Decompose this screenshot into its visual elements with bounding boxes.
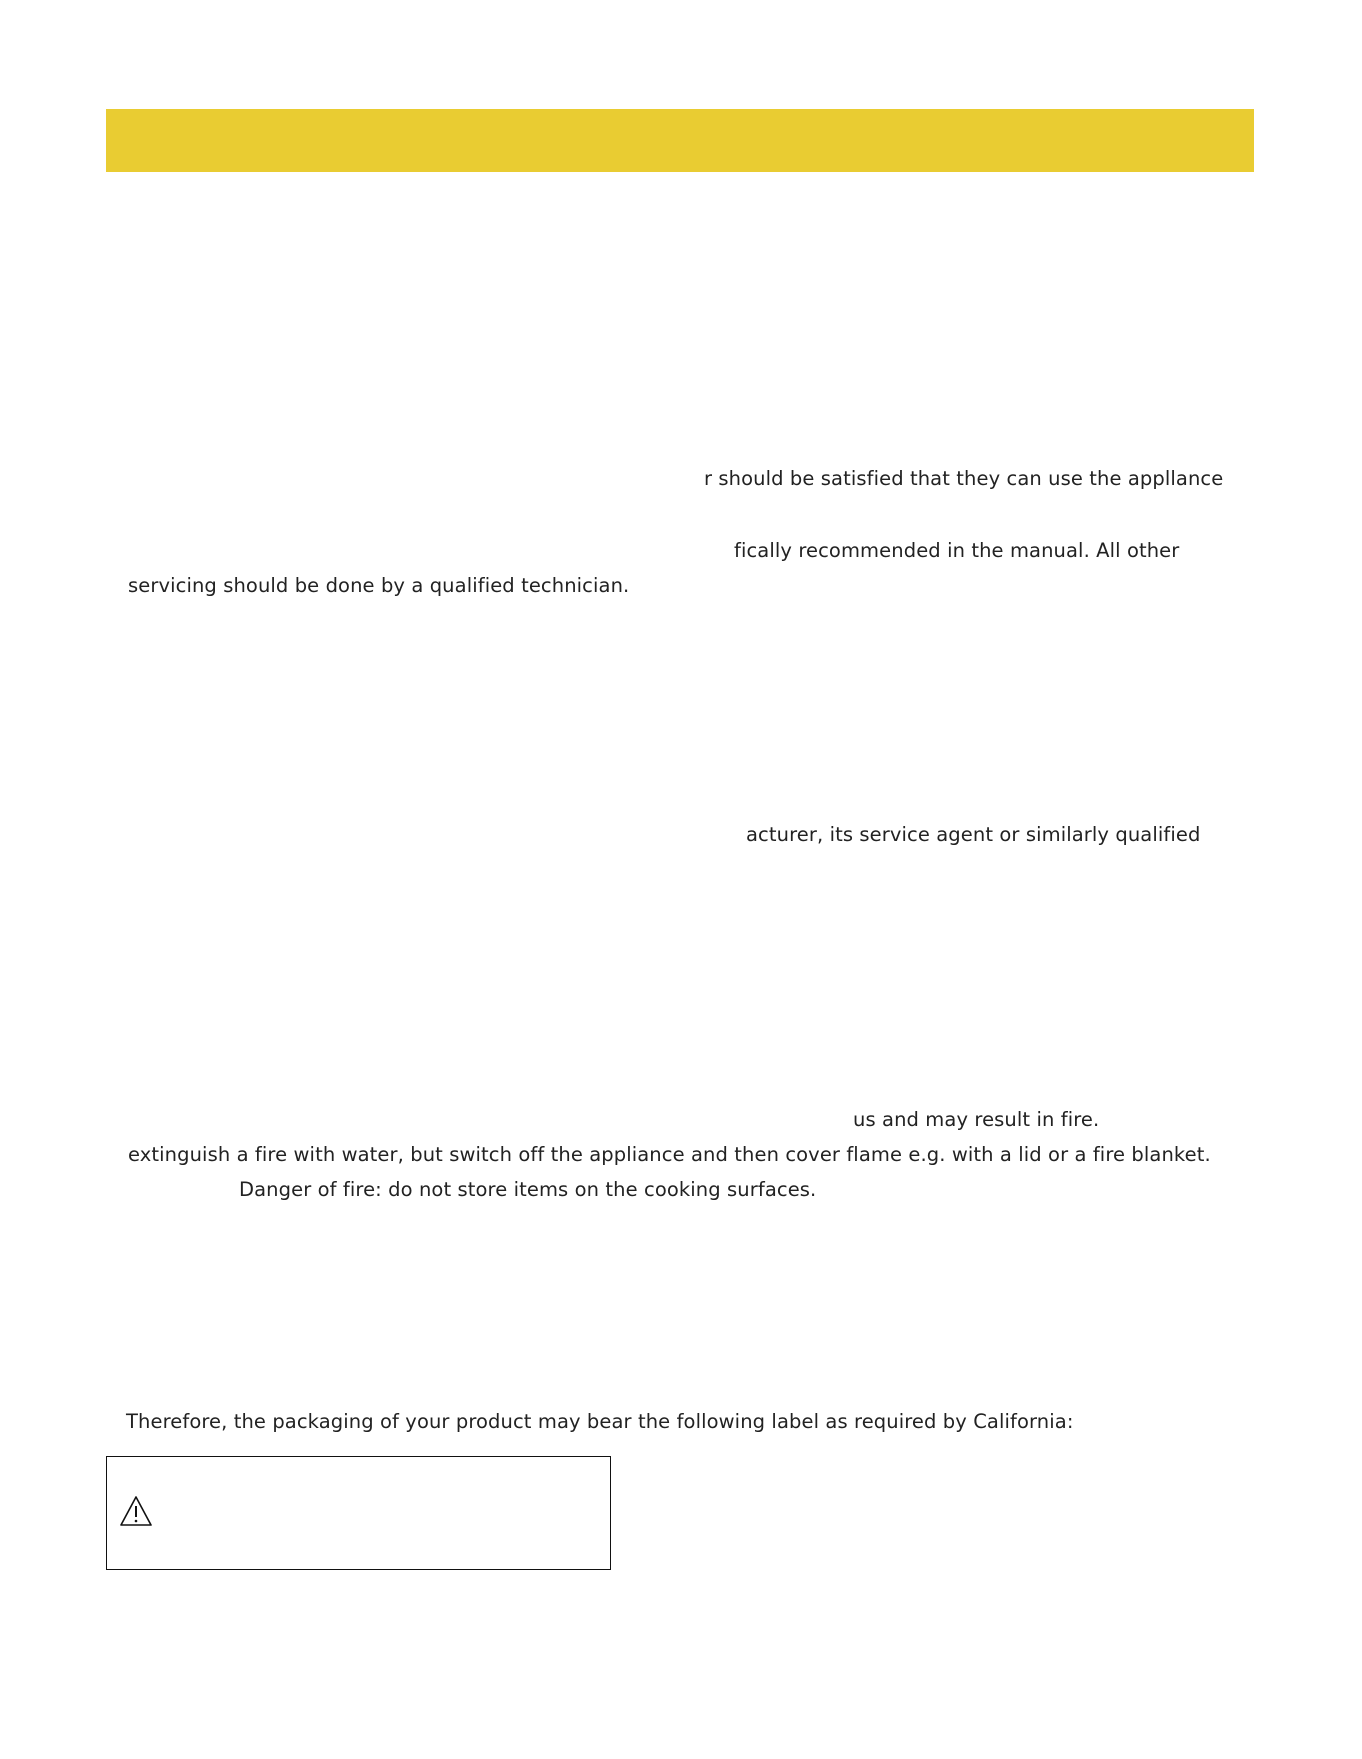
warning-triangle-icon bbox=[119, 1495, 153, 1527]
text-line: Therefore, the packaging of your product may bear the following label as required by California: bbox=[126, 1410, 1074, 1433]
text-line: extinguish a fire with water, but switch off the appliance and then cover flame e.g. with a lid or a fire blanket. bbox=[128, 1143, 1211, 1166]
text-line: Danger of fire: do not store items on the cooking surfaces. bbox=[239, 1178, 817, 1201]
california-label-box bbox=[106, 1456, 611, 1570]
text-line: acturer, its service agent or similarly qualified bbox=[746, 823, 1201, 846]
header-band bbox=[106, 109, 1254, 172]
text-line: us and may result in fire. bbox=[853, 1108, 1100, 1131]
text-line: r should be satisfied that they can use the appllance bbox=[704, 467, 1224, 490]
text-line: servicing should be done by a qualified technician. bbox=[128, 574, 630, 597]
text-line: fically recommended in the manual. All other bbox=[734, 539, 1180, 562]
